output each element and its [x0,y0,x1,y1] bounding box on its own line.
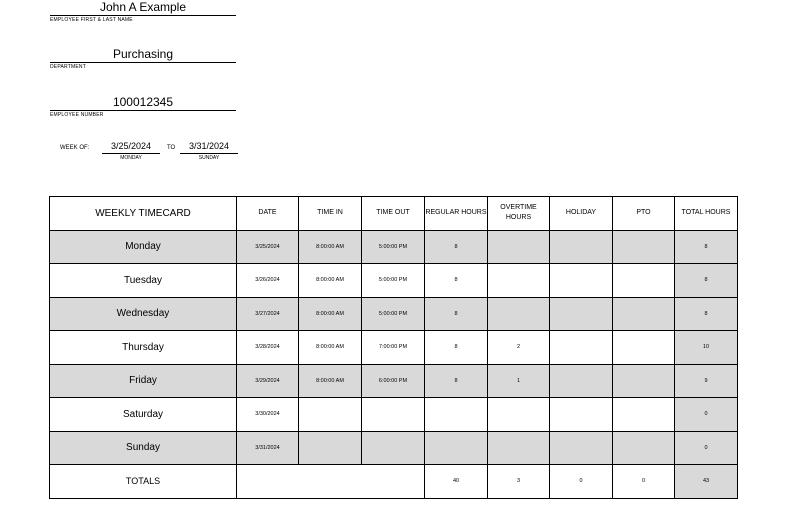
header-total-hours: TOTAL HOURS [675,197,738,231]
total-cell: 10 [675,331,738,365]
regular-cell[interactable] [425,431,488,465]
time-in-cell[interactable]: 8:00:00 AM [299,331,362,365]
time-out-cell[interactable]: 5:00:00 PM [362,230,425,264]
day-cell: Monday [50,230,237,264]
total-cell: 0 [675,431,738,465]
date-cell[interactable]: 3/30/2024 [237,398,299,432]
day-cell: Friday [50,364,237,398]
pto-cell[interactable] [613,331,675,365]
department-value[interactable]: Purchasing [50,47,236,63]
department-field [50,47,236,70]
time-in-cell[interactable]: 8:00:00 AM [299,364,362,398]
total-cell: 0 [675,398,738,432]
total-cell: 8 [675,264,738,298]
employee-name-label: EMPLOYEE FIRST & LAST NAME [50,17,133,23]
holiday-cell[interactable] [550,398,613,432]
date-cell[interactable]: 3/28/2024 [237,331,299,365]
day-cell: Wednesday [50,297,237,331]
overtime-cell[interactable] [488,431,550,465]
table-row [50,364,738,398]
total-cell: 9 [675,364,738,398]
timecard-table [49,196,738,499]
date-cell[interactable]: 3/29/2024 [237,364,299,398]
holiday-cell[interactable] [550,431,613,465]
table-header-row [50,197,738,231]
time-in-cell[interactable]: 8:00:00 AM [299,264,362,298]
date-cell[interactable]: 3/31/2024 [237,431,299,465]
header-pto: PTO [613,197,675,231]
time-in-cell[interactable] [299,431,362,465]
overtime-cell[interactable]: 1 [488,364,550,398]
time-out-cell[interactable] [362,398,425,432]
regular-cell[interactable]: 8 [425,230,488,264]
day-cell: Sunday [50,431,237,465]
date-cell[interactable]: 3/26/2024 [237,264,299,298]
header-overtime-hours: OVERTIME HOURS [488,197,550,231]
employee-number-label: EMPLOYEE NUMBER [50,112,104,118]
total-holiday-cell: 0 [550,465,613,499]
regular-cell[interactable]: 8 [425,264,488,298]
department-label: DEPARTMENT [50,64,86,70]
week-start-field [102,141,160,161]
week-start-day: MONDAY [120,155,142,161]
total-cell: 8 [675,297,738,331]
table-row [50,264,738,298]
employee-name[interactable]: John A Example [50,0,236,16]
employee-name-field [50,0,236,23]
week-of-label: WEEK OF: [60,145,90,151]
time-out-cell[interactable]: 5:00:00 PM [362,264,425,298]
overtime-cell[interactable] [488,230,550,264]
pto-cell[interactable] [613,398,675,432]
day-cell: Saturday [50,398,237,432]
table-title: WEEKLY TIMECARD [50,197,237,231]
pto-cell[interactable] [613,364,675,398]
overtime-cell[interactable] [488,297,550,331]
pto-cell[interactable] [613,431,675,465]
employee-number-field [50,95,236,118]
holiday-cell[interactable] [550,264,613,298]
regular-cell[interactable]: 8 [425,297,488,331]
holiday-cell[interactable] [550,364,613,398]
pto-cell[interactable] [613,264,675,298]
pto-cell[interactable] [613,230,675,264]
regular-cell[interactable]: 8 [425,364,488,398]
overtime-cell[interactable]: 2 [488,331,550,365]
header-time-in: TIME IN [299,197,362,231]
week-end-day: SUNDAY [198,155,220,161]
holiday-cell[interactable] [550,331,613,365]
totals-label: TOTALS [50,465,237,499]
table-row [50,398,738,432]
totals-blank-cell [237,465,425,499]
table-row [50,230,738,264]
time-in-cell[interactable]: 8:00:00 AM [299,297,362,331]
regular-cell[interactable]: 8 [425,331,488,365]
week-end-field [180,141,238,161]
week-start-date[interactable]: 3/25/2024 [102,141,160,154]
header-regular-hours: REGULAR HOURS [425,197,488,231]
table-row [50,297,738,331]
total-overtime-cell: 3 [488,465,550,499]
total-pto-cell: 0 [613,465,675,499]
holiday-cell[interactable] [550,297,613,331]
totals-row [50,465,738,499]
day-cell: Thursday [50,331,237,365]
day-cell: Tuesday [50,264,237,298]
employee-number[interactable]: 100012345 [50,95,236,111]
time-in-cell[interactable] [299,398,362,432]
week-end-date[interactable]: 3/31/2024 [180,141,238,154]
table-row [50,331,738,365]
pto-cell[interactable] [613,297,675,331]
time-out-cell[interactable]: 7:00:00 PM [362,331,425,365]
header-holiday: HOLIDAY [550,197,613,231]
week-to-label: TO [167,145,176,151]
overtime-cell[interactable] [488,398,550,432]
date-cell[interactable]: 3/25/2024 [237,230,299,264]
time-out-cell[interactable]: 6:00:00 PM [362,364,425,398]
time-in-cell[interactable]: 8:00:00 AM [299,230,362,264]
regular-cell[interactable] [425,398,488,432]
overtime-cell[interactable] [488,264,550,298]
table-row [50,431,738,465]
total-total-cell: 43 [675,465,738,499]
holiday-cell[interactable] [550,230,613,264]
time-out-cell[interactable] [362,431,425,465]
time-out-cell[interactable]: 5:00:00 PM [362,297,425,331]
header-date: DATE [237,197,299,231]
date-cell[interactable]: 3/27/2024 [237,297,299,331]
total-regular-cell: 40 [425,465,488,499]
total-cell: 8 [675,230,738,264]
header-time-out: TIME OUT [362,197,425,231]
